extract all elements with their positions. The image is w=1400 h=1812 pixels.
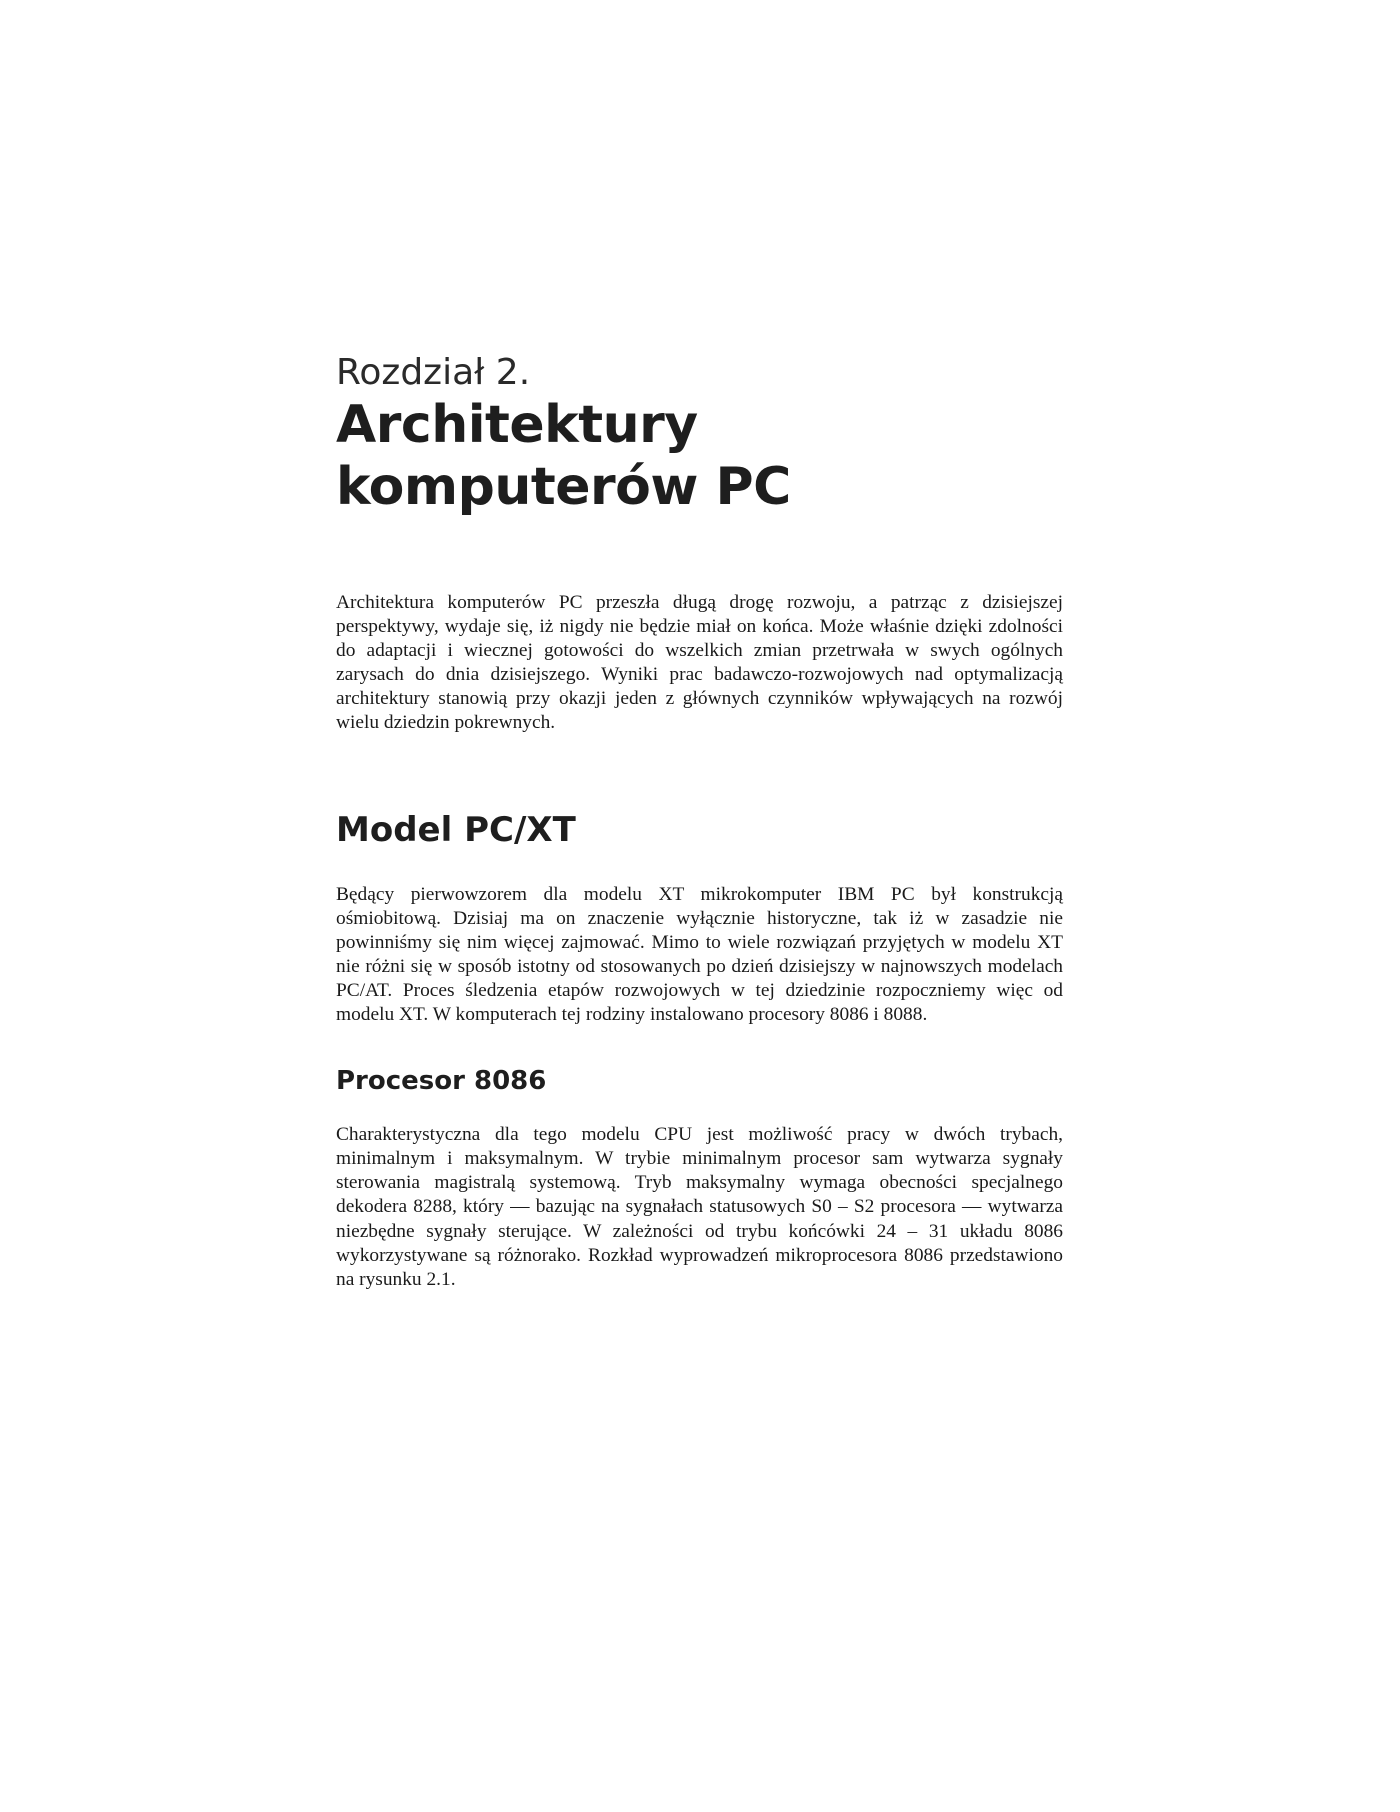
chapter-title (336, 394, 1063, 518)
document-page (336, 352, 1063, 1292)
section-heading: Model PC/XT (336, 809, 576, 850)
subsection-heading: Procesor 8086 (336, 1066, 547, 1097)
chapter-label: Rozdział 2. (336, 352, 531, 393)
subsection-paragraph: Charakterystyczna dla tego modelu CPU jest możliwość pracy w dwóch trybach, minimalnym i maksymalnym. W trybie minimalnym procesor sam wytwarza sygnały sterowania magistralą systemową. Tryb maksymalny wymaga obecności specjalnego dekodera 8288, który — bazując na sygnałach statusowych S0 – S2 procesora — wytwarza niezbędne sygnały sterujące. W zależności od trybu końcówki 24 – 31 układu 8086 wykorzystywane są różnorako. Rozkład wyprowadzeń mikroprocesora 8086 przedstawiono na rysunku 2.1. (336, 1124, 1063, 1290)
chapter-title-line-1: Architektury (336, 395, 698, 455)
section-paragraph: Będący pierwowzorem dla modelu XT mikrokomputer IBM PC był konstrukcją ośmiobitową. Dzisiaj ma on znaczenie wyłącznie historyczne, tak iż w zasadzie nie powinniśmy się nim więcej zajmować. Mimo to wiele rozwiązań przyjętych w modelu XT nie różni się w sposób istotny od stosowanych po dzień dzisiejszy w najnowszych modelach PC/AT. Proces śledzenia etapów rozwojowych w tej dziedzinie rozpoczniemy więc od modelu XT. W komputerach tej rodziny instalowano procesory 8086 i 8088. (336, 883, 1063, 1026)
chapter-title-line-2: komputerów PC (336, 457, 791, 517)
intro-paragraph: Architektura komputerów PC przeszła długą drogę rozwoju, a patrząc z dzisiejszej perspektywy, wydaje się, iż nigdy nie będzie miał on końca. Może właśnie dzięki zdolności do adaptacji i wiecznej gotowości do wszelkich zmian przetrwała w swych ogólnych zarysach do dnia dzisiejszego. Wyniki prac badawczo-rozwojowych nad optymalizacją architektury stanowią przy okazji jeden z głównych czynników wpływających na rozwój wielu dziedzin pokrewnych. (336, 592, 1063, 734)
